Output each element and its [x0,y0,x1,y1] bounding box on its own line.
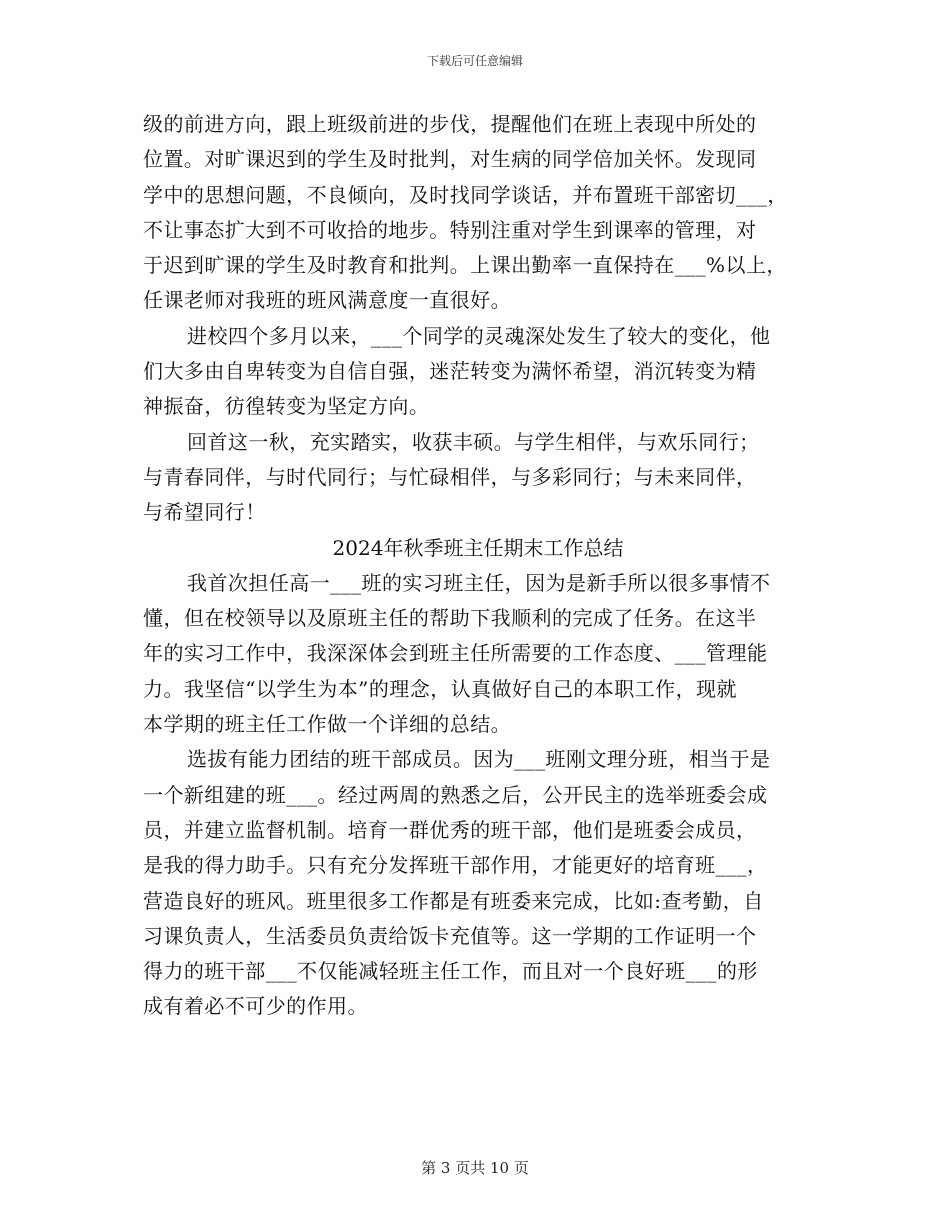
document-body [143,107,813,1025]
text-line: 得力的班干部___不仅能减轻班主任工作，而且对一个良好班___的形 [143,959,758,984]
text-line: 回首这一秋，充实踏实，收获丰硕。与学生相伴，与欢乐同行； [187,429,760,454]
text-line: 成有着必不可少的作用。 [143,994,368,1019]
text-line: 与青春同伴，与时代同行；与忙碌相伴，与多彩同行；与未来同伴， [143,464,757,489]
text-line: 位置。对旷课迟到的学生及时批判，对生病的同学倍加关怀。发现同 [143,147,757,172]
text-line: 不让事态扩大到不可收拾的地步。特别注重对学生到课率的管理，对 [143,217,757,242]
text-line: 年的实习工作中，我深深体会到班主任所需要的工作态度、___管理能 [143,641,768,666]
text-line: 营造良好的班风。班里很多工作都是有班委来完成，比如:查考勤，自 [143,888,764,913]
text-line: 神振奋，彷徨转变为坚定方向。 [143,394,430,419]
text-line: 力。我坚信“以学生为本”的理念，认真做好自己的本职工作，现就 [143,676,737,701]
text-line: 本学期的班主任工作做一个详细的总结。 [143,712,512,737]
text-line: 与希望同行！ [143,500,266,525]
text-line: 选拔有能力团结的班干部成员。因为___班刚文理分班，相当于是 [187,747,771,772]
text-line: 是我的得力助手。只有充分发挥班干部作用，才能更好的培育班___， [143,853,768,878]
text-line: 学中的思想问题，不良倾向，及时找同学谈话，并布置班干部密切___， [143,182,788,207]
text-line: 们大多由自卑转变为自信自强，迷茫转变为满怀希望，消沉转变为精 [143,359,757,384]
text-line: 习课负责人，生活委员负责给饭卡充值等。这一学期的工作证明一个 [143,923,757,948]
text-line: 于迟到旷课的学生及时教育和批判。上课出勤率一直保持在___%以上， [143,253,787,278]
text-line: 我首次担任高一___班的实习班主任，因为是新手所以很多事情不 [187,570,771,595]
text-line: 员，并建立监督机制。培育一群优秀的班干部，他们是班委会成员， [143,817,757,842]
section-title: 2024年秋季班主任期末工作总结 [332,535,624,560]
page-header: 下载后可任意编辑 [426,54,523,68]
page-footer: 第 3 页共 10 页 [421,1159,529,1177]
text-line: 任课老师对我班的班风满意度一直很好。 [143,288,512,313]
text-line: 进校四个多月以来，___个同学的灵魂深处发生了较大的变化，他 [187,323,771,348]
text-line: 级的前进方向，跟上班级前进的步伐，提醒他们在班上表现中所处的 [143,112,757,136]
text-line: 懂，但在校领导以及原班主任的帮助下我顺利的完成了任务。在这半 [143,606,757,631]
text-line: 一个新组建的班___。经过两周的熟悉之后，公开民主的选举班委会成 [143,782,768,807]
